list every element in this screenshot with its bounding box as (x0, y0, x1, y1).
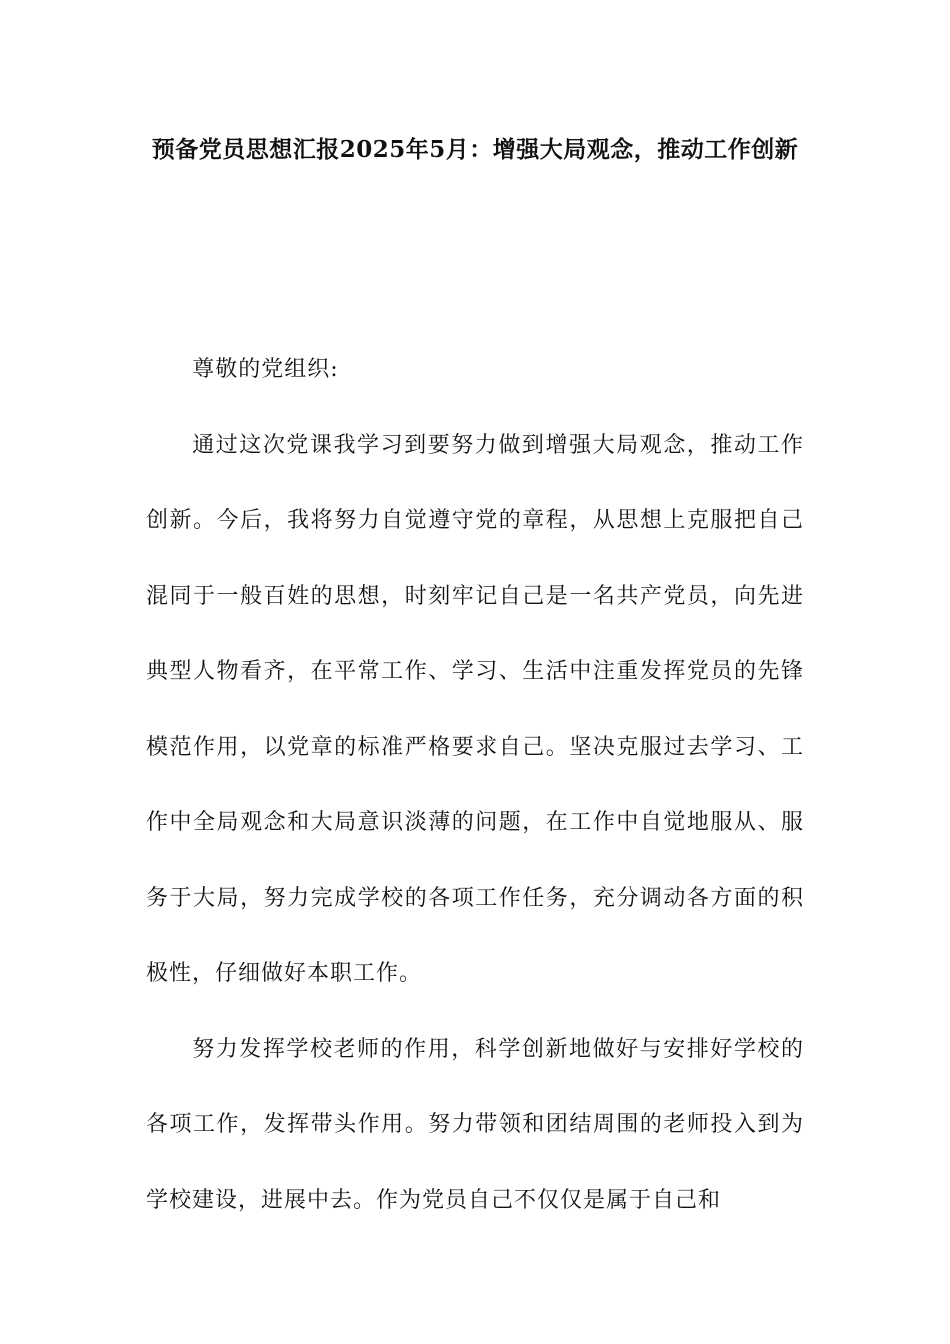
salutation: 尊敬的党组织: (192, 357, 339, 382)
paragraph-2: 努力发挥学校老师的作用，科学创新地做好与安排好学校的各项工作，发挥带头作用。努力带领和团结周围的老师投入到为学校建设，进展中去。作为党员自己不仅仅是属于自己和 (146, 1036, 804, 1213)
document-body (146, 332, 804, 1238)
paragraph-1: 通过这次党课我学习到要努力做到增强大局观念，推动工作创新。今后，我将努力自觉遵守党的章程，从思想上克服把自己混同于一般百姓的思想，时刻牢记自己是一名共产党员，向先进典型人物看齐，在平常工作、学习、生活中注重发挥党员的先锋模范作用，以党章的标准严格要求自己。坚决克服过去学习、工作中全局观念和大局意识淡薄的问题，在工作中自觉地服从、服务于大局，努力完成学校的各项工作任务，充分调动各方面的积极性，仔细做好本职工作。 (146, 432, 804, 986)
document-title: 预备党员思想汇报2025年5月：增强大局观念，推动工作创新 (151, 136, 799, 163)
